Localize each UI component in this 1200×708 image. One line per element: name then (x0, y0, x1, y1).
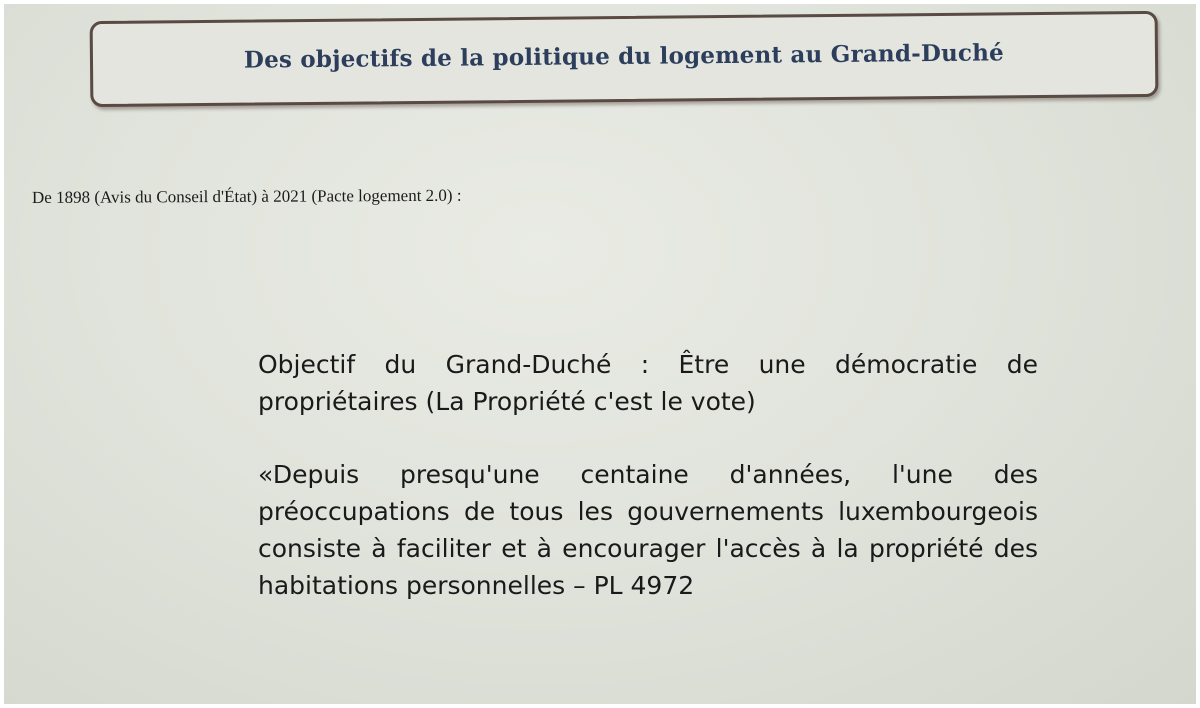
slide (4, 4, 1196, 704)
quote-text: «Depuis presqu'une centaine d'années, l'une des préoccupations de tous les gouvernements luxembourgeois consiste à faciliter et à encourager l'accès à la propriété des habitations personnelles – PL 4972 (258, 460, 1038, 600)
slide-title: Des objectifs de la politique du logement au Grand-Duché (243, 39, 1005, 74)
title-box (90, 11, 1159, 107)
slide-subtitle: De 1898 (Avis du Conseil d'État) à 2021 (Pacte logement 2.0) : (31, 185, 462, 207)
objective-text: Objectif du Grand-Duché : Être une démocratie de propriétaires (La Propriété c'est le vote) (258, 350, 1038, 416)
